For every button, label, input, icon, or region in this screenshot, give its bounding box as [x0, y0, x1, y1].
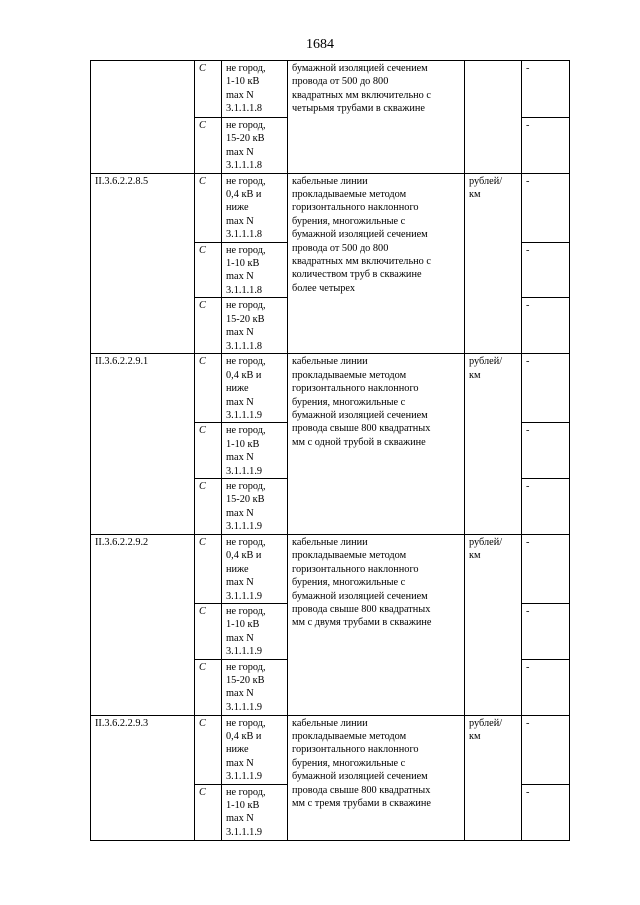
table-row	[91, 354, 570, 423]
page-number: 1684	[306, 37, 334, 52]
item-description: кабельные линии прокладываемые методом горизонтального наклонного бурения, многожильные с бумажной изоляцией сечением провода от 500 до 800 квадратных мм включительно с количеством труб в скважине более четырех	[288, 173, 465, 354]
category-symbol: С	[195, 61, 222, 118]
category-symbol: С	[195, 478, 222, 534]
category-symbol: С	[195, 659, 222, 715]
rate-value: -	[522, 423, 570, 479]
category-symbol: С	[195, 298, 222, 354]
rate-value: -	[522, 603, 570, 659]
item-code	[91, 61, 195, 174]
rate-value: -	[522, 118, 570, 174]
item-code: II.3.6.2.2.9.1	[91, 354, 195, 535]
voltage-level: не город, 1-10 кВ max N 3.1.1.1.9	[222, 423, 288, 479]
item-code: II.3.6.2.2.8.5	[91, 173, 195, 354]
category-symbol: С	[195, 354, 222, 423]
unit-of-measure	[465, 61, 522, 174]
rate-value: -	[522, 534, 570, 603]
tariff-table	[90, 60, 570, 841]
voltage-level: не город, 1-10 кВ max N 3.1.1.1.9	[222, 603, 288, 659]
voltage-level: не город, 1-10 кВ max N 3.1.1.1.8	[222, 242, 288, 298]
voltage-level: не город, 15-20 кВ max N 3.1.1.1.8	[222, 298, 288, 354]
voltage-level: не город, 15-20 кВ max N 3.1.1.1.9	[222, 659, 288, 715]
voltage-level: не город, 0,4 кВ и ниже max N 3.1.1.1.9	[222, 715, 288, 784]
voltage-level: не город, 15-20 кВ max N 3.1.1.1.9	[222, 478, 288, 534]
voltage-level: не город, 1-10 кВ max N 3.1.1.1.8	[222, 61, 288, 118]
category-symbol: С	[195, 603, 222, 659]
item-description: кабельные линии прокладываемые методом горизонтального наклонного бурения, многожильные с бумажной изоляцией сечением провода свыше 800 квадратных мм с одной трубой в скважине	[288, 354, 465, 535]
rate-value: -	[522, 61, 570, 118]
item-description: кабельные линии прокладываемые методом горизонтального наклонного бурения, многожильные с бумажной изоляцией сечением провода свыше 800 квадратных мм с тремя трубами в скважине	[288, 715, 465, 840]
category-symbol: С	[195, 784, 222, 840]
category-symbol: С	[195, 242, 222, 298]
category-symbol: С	[195, 118, 222, 174]
voltage-level: не город, 15-20 кВ max N 3.1.1.1.8	[222, 118, 288, 174]
table-row	[91, 534, 570, 603]
voltage-level: не город, 0,4 кВ и ниже max N 3.1.1.1.8	[222, 173, 288, 242]
table-row	[91, 173, 570, 242]
rate-value: -	[522, 715, 570, 784]
rate-value: -	[522, 659, 570, 715]
category-symbol: С	[195, 173, 222, 242]
table-row	[91, 61, 570, 118]
category-symbol: С	[195, 715, 222, 784]
table-body	[91, 61, 570, 841]
unit-of-measure: рублей/ км	[465, 173, 522, 354]
voltage-level: не город, 0,4 кВ и ниже max N 3.1.1.1.9	[222, 354, 288, 423]
item-code: II.3.6.2.2.9.3	[91, 715, 195, 840]
unit-of-measure: рублей/ км	[465, 354, 522, 535]
voltage-level: не город, 1-10 кВ max N 3.1.1.1.9	[222, 784, 288, 840]
rate-value: -	[522, 173, 570, 242]
rate-value: -	[522, 354, 570, 423]
rate-value: -	[522, 784, 570, 840]
rate-value: -	[522, 298, 570, 354]
rate-value: -	[522, 478, 570, 534]
unit-of-measure: рублей/ км	[465, 715, 522, 840]
unit-of-measure: рублей/ км	[465, 534, 522, 715]
rate-value: -	[522, 242, 570, 298]
category-symbol: С	[195, 423, 222, 479]
item-description: бумажной изоляцией сечением провода от 500 до 800 квадратных мм включительно с четырьмя трубами в скважине	[288, 61, 465, 174]
table-row	[91, 715, 570, 784]
item-description: кабельные линии прокладываемые методом горизонтального наклонного бурения, многожильные с бумажной изоляцией сечением провода свыше 800 квадратных мм с двумя трубами в скважине	[288, 534, 465, 715]
category-symbol: С	[195, 534, 222, 603]
item-code: II.3.6.2.2.9.2	[91, 534, 195, 715]
voltage-level: не город, 0,4 кВ и ниже max N 3.1.1.1.9	[222, 534, 288, 603]
